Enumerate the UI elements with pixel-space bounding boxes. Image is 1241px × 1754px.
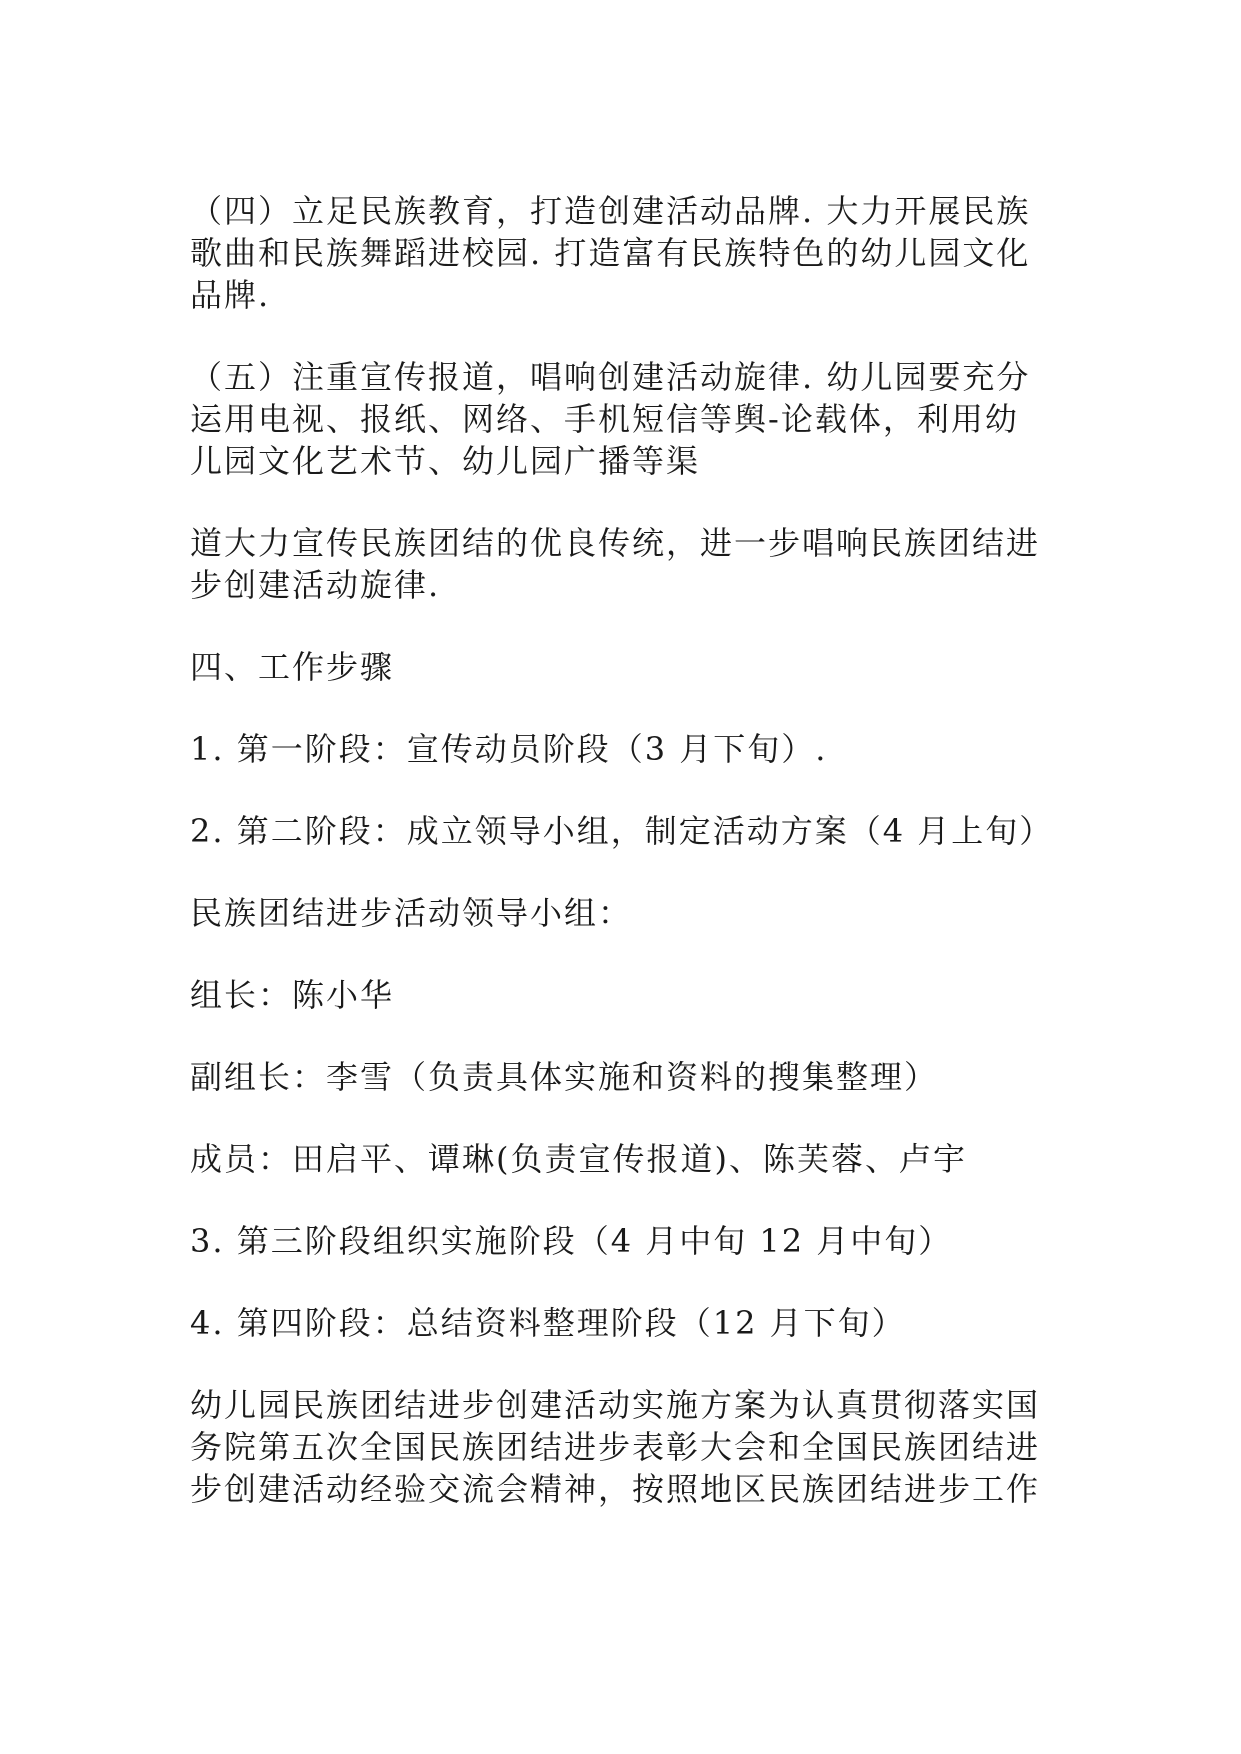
leadership-group-title: 民族团结进步活动领导小组： <box>190 894 633 932</box>
step-3: 3. 第三阶段组织实施阶段（4 月中旬 12 月中旬） <box>190 1222 953 1260</box>
section-heading-work-steps: 四、工作步骤 <box>190 648 395 686</box>
paragraph-publicity: （五）注重宣传报道，唱响创建活动旋律. 幼儿园要充分运用电视、报纸、网络、手机短信等舆-论载体，利用幼儿园文化艺术节、幼儿园广播等渠 <box>190 358 1031 480</box>
group-leader: 组长：陈小华 <box>190 976 395 1014</box>
deputy-group-leader: 副组长：李雪（负责具体实施和资料的搜集整理） <box>190 1058 939 1096</box>
paragraph-publicity-continued: 道大力宣传民族团结的优良传统，进一步唱响民族团结进步创建活动旋律. <box>190 524 1041 604</box>
paragraph-implementation-plan: 幼儿园民族团结进步创建活动实施方案为认真贯彻落实国务院第五次全国民族团结进步表彰大会和全国民族团结进步创建活动经验交流会精神，按照地区民族团结进步工作 <box>190 1386 1041 1508</box>
paragraph-brand: （四）立足民族教育，打造创建活动品牌. 大力开展民族歌曲和民族舞蹈进校园. 打造富有民族特色的幼儿园文化品牌. <box>190 192 1031 314</box>
group-members: 成员：田启平、谭琳(负责宣传报道)、陈芙蓉、卢宇 <box>190 1140 967 1178</box>
step-2: 2. 第二阶段：成立领导小组，制定活动方案（4 月上旬） <box>190 812 1054 850</box>
step-1: 1. 第一阶段：宣传动员阶段（3 月下旬）. <box>190 730 828 768</box>
step-4: 4. 第四阶段：总结资料整理阶段（12 月下旬） <box>190 1304 906 1342</box>
document-body <box>190 190 1054 1510</box>
